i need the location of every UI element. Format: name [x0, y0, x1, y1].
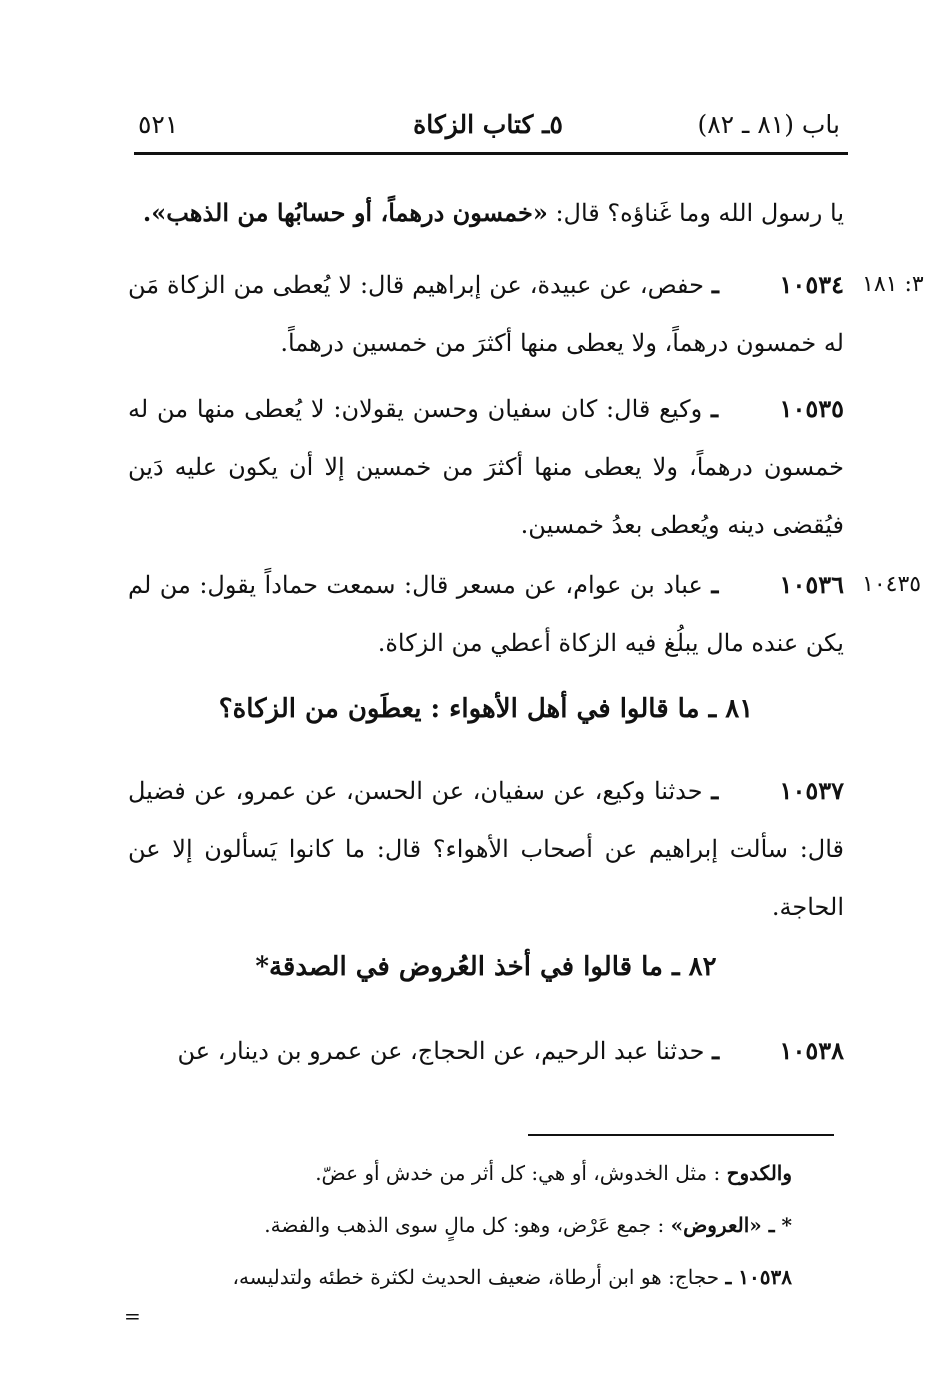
- book-title: ٥ـ كتاب الزكاة: [413, 110, 563, 139]
- page-number: ٥٢١: [138, 110, 179, 139]
- footnote-term: * ـ «العروض»: [670, 1213, 792, 1237]
- intro-line: [128, 184, 844, 242]
- hadith-text: حفص، عن عبيدة، عن إبراهيم قال: لا يُعطى من الزكاة مَن له خمسون درهماً، ولا يعطى منها أكثرَ من خمسين درهماً.: [128, 271, 844, 357]
- page-header: [130, 104, 846, 154]
- footnote-term: والكدوح: [726, 1161, 792, 1185]
- footnote-3: [128, 1262, 844, 1292]
- margin-note-1: ٣: ١٨١: [862, 272, 924, 297]
- hadith-number: ١٠٥٣٨ ـ: [712, 1036, 844, 1065]
- hadith-10534: [128, 256, 844, 372]
- intro-plain: يا رسول الله وما غَناؤه؟ قال:: [547, 199, 844, 227]
- hadith-10537: [128, 762, 844, 936]
- hadith-text: عباد بن عوام، عن مسعر قال: سمعت حماداً يقول: من لم يكن عنده مال يبلُغ فيه الزكاة أعطي من الزكاة.: [128, 571, 844, 657]
- footnote-text: حجاج: هو ابن أرطاة، ضعيف الحديث لكثرة خطئه ولتدليسه،: [232, 1265, 726, 1289]
- footnote-text: : جمع عَرْض، وهو: كل مالٍ سوى الذهب والفضة.: [264, 1213, 671, 1237]
- hadith-text: حدثنا عبد الرحيم، عن الحجاج، عن عمرو بن دينار، عن: [177, 1037, 705, 1065]
- header-rule: [134, 152, 848, 155]
- intro-bold: «خمسون درهماً، أو حسابُها من الذهب».: [142, 198, 548, 227]
- hadith-10538: [128, 1022, 844, 1080]
- footnote-rule: [528, 1134, 834, 1136]
- hadith-text: وكيع قال: كان سفيان وحسن يقولان: لا يُعطى منها من له خمسون درهماً، ولا يعطى منها أكثرَ من خمسين إلا أن يكون عليه دَين فيُقضى دينه ويُعطى بعدُ خمسين.: [128, 395, 844, 539]
- chapter-ref: باب (٨١ ـ ٨٢): [697, 110, 840, 139]
- hadith-10536: [128, 556, 844, 672]
- hadith-number: ١٠٥٣٥ ـ: [710, 394, 844, 423]
- hadith-number: ١٠٥٣٤ ـ: [711, 270, 844, 299]
- footnote-text: : مثل الخدوش، أو هي: كل أثر من خدش أو عضّ.: [315, 1161, 727, 1185]
- margin-note-2: ١٠٤٣٥: [862, 572, 922, 597]
- section-heading-82: ٨٢ ـ ما قالوا في أخذ العُروض في الصدقة*: [255, 952, 717, 982]
- hadith-number: ١٠٥٣٦ ـ: [711, 570, 844, 599]
- footnote-term: ١٠٥٣٨ ـ: [725, 1265, 792, 1289]
- hadith-text: حدثنا وكيع، عن سفيان، عن الحسن، عن عمرو، عن فضيل قال: سألت إبراهيم عن أصحاب الأهواء؟ قال: ما كانوا يَسألون إلا عن الحاجة.: [128, 777, 845, 921]
- footnote-1: [128, 1158, 844, 1188]
- hadith-number: ١٠٥٣٧ ـ: [711, 776, 844, 805]
- continuation-mark: =: [124, 1304, 141, 1328]
- section-heading-81: ٨١ ـ ما قالوا في أهل الأهواء : يعطَون من الزكاة؟: [218, 694, 754, 724]
- footnote-2: [128, 1210, 844, 1240]
- hadith-10535: [128, 380, 844, 554]
